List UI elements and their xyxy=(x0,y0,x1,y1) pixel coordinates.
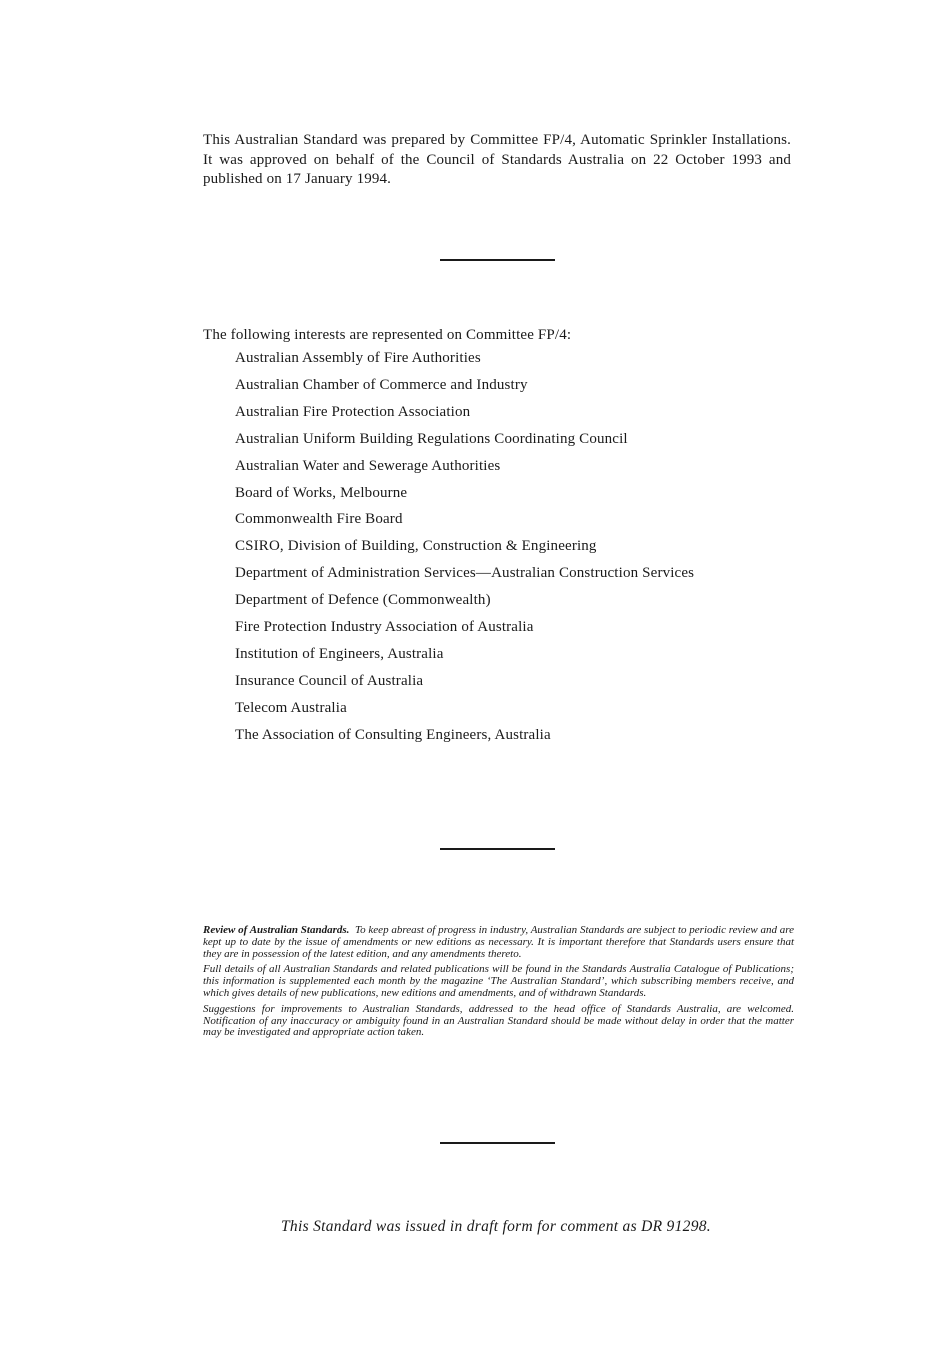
committee-interests xyxy=(203,325,803,749)
interests-intro: The following interests are represented on Committee FP/4: xyxy=(203,327,572,343)
list-item: Australian Water and Sewerage Authorities xyxy=(235,457,501,474)
list-item: Department of Defence (Commonwealth) xyxy=(235,592,491,609)
review-paragraph xyxy=(203,925,794,960)
draft-note: This Standard was issued in draft form for comment as DR 91298. xyxy=(281,1218,711,1235)
review-lead: Review of Australian Standards. xyxy=(203,924,350,936)
list-item: Australian Assembly of Fire Authorities xyxy=(235,350,481,366)
interests-list xyxy=(203,345,803,749)
list-item: Telecom Australia xyxy=(235,699,347,716)
list-item: Department of Administration Services—Australian Construction Services xyxy=(235,565,695,582)
review-notice xyxy=(203,925,794,1043)
catalogue-paragraph: Full details of all Australian Standards and related publications will be found in the Standards Australia Catalogue of Publications; this information is supplemented each month by the magazine ‘The Australian Standard’, which subscribing members receive, and which gives details of new publications, new editions and amendments, and of withdrawn Standards. xyxy=(203,963,794,999)
preparation-statement: This Australian Standard was prepared by Committee FP/4, Automatic Sprinkler Installations. It was approved on behalf of the Council of Standards Australia on 22 October 1993 and published on 17 January 1994. xyxy=(203,132,791,187)
review-text: To keep abreast of progress in industry, Australian Standards are subject to periodic review and are kept up to date by the issue of amendments or new editions as necessary. It is important therefore that Standards users ensure that they are in possession of the latest edition, and any amendments thereto. xyxy=(203,924,794,960)
section-divider xyxy=(440,848,555,850)
list-item: The Association of Consulting Engineers, Australia xyxy=(235,726,551,743)
list-item: Australian Chamber of Commerce and Industry xyxy=(235,376,528,393)
list-item: Fire Protection Industry Association of Australia xyxy=(235,619,534,636)
list-item: Institution of Engineers, Australia xyxy=(235,645,444,662)
list-item: Australian Uniform Building Regulations Coordinating Council xyxy=(235,430,628,447)
section-divider xyxy=(440,1142,555,1144)
section-divider xyxy=(440,259,555,261)
suggestions-paragraph: Suggestions for improvements to Australian Standards, addressed to the head office of Standards Australia, are welcomed. Notification of any inaccuracy or ambiguity found in an Australian Standard should be made without delay in order that the matter may be investigated and appropriate action taken. xyxy=(203,1002,794,1039)
list-item: Australian Fire Protection Association xyxy=(235,403,471,420)
list-item: Commonwealth Fire Board xyxy=(235,511,403,528)
list-item: Insurance Council of Australia xyxy=(235,672,424,689)
list-item: Board of Works, Melbourne xyxy=(235,484,408,501)
list-item: CSIRO, Division of Building, Construction & Engineering xyxy=(235,538,597,555)
